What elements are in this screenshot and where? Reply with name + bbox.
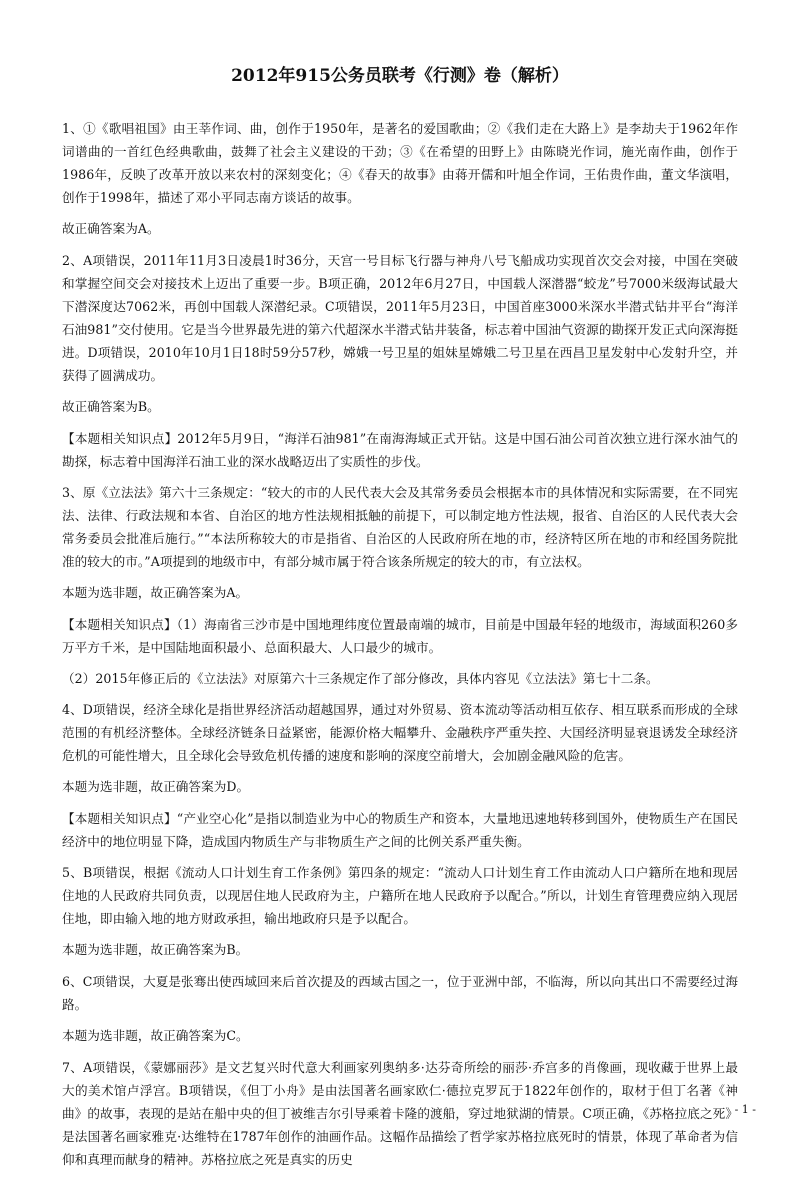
- document-body: [62, 117, 738, 1179]
- paragraph-q1: 1、①《歌唱祖国》由王莘作词、曲，创作于1950年，是著名的爱国歌曲；②《我们走在大路上》是李劫夫于1962年作词谱曲的一首红色经典歌曲，鼓舞了社会主义建设的干劲；③《在希望的田野上》由陈晓光作词，施光南作曲，创作于1986年，反映了改革开放以来农村的深刻变化；④《春天的故事》由蒋开儒和叶旭全作词，王佑贵作曲，董文华演唱，创作于1998年，描述了邓小平同志南方谈话的故事。: [62, 121, 738, 205]
- paragraph-q3: 3、原《立法法》第六十三条规定：“较大的市的人民代表大会及其常务委员会根据本市的具体情况和实际需要，在不同宪法、法律、行政法规和本省、自治区的地方性法规相抵触的前提下，可以制定地方性法规，报省、自治区的人民代表大会常务委员会批准后施行。”“本法所称较大的市是指省、自治区的人民政府所在地的市，经济特区所在地的市和经国务院批准的较大的市。”A项提到的地级市中，有部分城市属于符合该条所规定的较大的市，有立法权。: [62, 485, 738, 569]
- knowledge-point-q2: 【本题相关知识点】2012年5月9日，“海洋石油981”在南海海域正式开钻。这是中国石油公司首次独立进行深水油气的勘探，标志着中国海洋石油工业的深水战略迈出了实质性的步伐。: [62, 431, 738, 469]
- answer-q6: 本题为选非题，故正确答案为C。: [62, 1028, 249, 1043]
- answer-q5: 本题为选非题，故正确答案为B。: [62, 942, 249, 957]
- paragraph-q5: 5、B项错误，根据《流动人口计划生育工作条例》第四条的规定：“流动人口计划生育工作由流动人口户籍所在地和现居住地的人民政府共同负责，以现居住地人民政府为主，户籍所在地人民政府予以配合。”所以，计划生育管理费应纳入现居住地，即由输入地的地方财政承担，输出地政府只是予以配合。: [62, 865, 738, 926]
- answer-q3: 本题为选非题，故正确答案为A。: [62, 585, 249, 600]
- answer-q2: 故正确答案为B。: [62, 399, 160, 414]
- knowledge-point-q3-2: （2）2015年修正后的《立法法》对原第六十三条规定作了部分修改，具体内容见《立法法》第七十二条。: [62, 671, 659, 686]
- answer-q4: 本题为选非题，故正确答案为D。: [62, 779, 250, 794]
- answer-q1: 故正确答案为A。: [62, 221, 160, 236]
- paragraph-q7: 7、A项错误，《蒙娜丽莎》是文艺复兴时代意大利画家列奥纳多·达芬奇所绘的丽莎·乔宫多的肖像画，现收藏于世界上最大的美术馆卢浮宫。B项错误，《但丁小舟》是由法国著名画家欧仁·德拉克罗瓦于1822年创作的，取材于但丁名著《神曲》的故事，表现的是站在船中央的但丁被维吉尔引导乘着卡隆的渡船，穿过地狱湖的情景。C项正确，《苏格拉底之死》是法国著名画家雅克·达维特在1787年创作的油画作品。这幅作品描绘了哲学家苏格拉底死时的情景，体现了革命者为信仰和真理而献身的精神。苏格拉底之死是真实的历史: [62, 1060, 738, 1167]
- paragraph-q4: 4、D项错误，经济全球化是指世界经济活动超越国界，通过对外贸易、资本流动等活动相互依存、相互联系而形成的全球范围的有机经济整体。全球经济链条日益紧密，能源价格大幅攀升、金融秩序严重失控、大国经济明显衰退诱发全球经济危机的可能性增大，且全球化会导致危机传播的速度和影响的深度空前增大，会加剧金融风险的危害。: [62, 702, 738, 763]
- knowledge-point-q4: 【本题相关知识点】“产业空心化”是指以制造业为中心的物质生产和资本，大量地迅速地转移到国外，使物质生产在国民经济中的地位明显下降，造成国内物质生产与非物质生产之间的比例关系严重失衡。: [62, 811, 738, 849]
- paragraph-q2: 2、A项错误，2011年11月3日凌晨1时36分，天宫一号目标飞行器与神舟八号飞船成功实现首次交会对接，中国在突破和掌握空间交会对接技术上迈出了重要一步。B项正确，2012年6月27日，中国载人深潜器“蛟龙”号7000米级海试最大下潜深度达7062米，再创中国载人深潜纪录。C项错误，2011年5月23日，中国首座3000米深水半潜式钻井平台“海洋石油981”交付使用。它是当今世界最先进的第六代超深水半潜式钻井装备，标志着中国油气资源的勘探开发正式向深海挺进。D项错误，2010年10月1日18时59分57秒，嫦娥一号卫星的姐妹星嫦娥二号卫星在西昌卫星发射中心发射升空，并获得了圆满成功。: [62, 253, 738, 383]
- document-title: 2012年915公务员联考《行测》卷（解析）: [231, 66, 569, 86]
- knowledge-point-q3-1: 【本题相关知识点】（1）海南省三沙市是中国地理纬度位置最南端的城市，目前是中国最年轻的地级市，海域面积260多万平方千米，是中国陆地面积最小、总面积最大、人口最少的城市。: [62, 617, 738, 655]
- paragraph-q6: 6、C项错误，大夏是张骞出使西域回来后首次提及的西域古国之一，位于亚洲中部，不临海，所以向其出口不需要经过海路。: [62, 974, 738, 1012]
- page-number: - 1 -: [734, 1103, 756, 1116]
